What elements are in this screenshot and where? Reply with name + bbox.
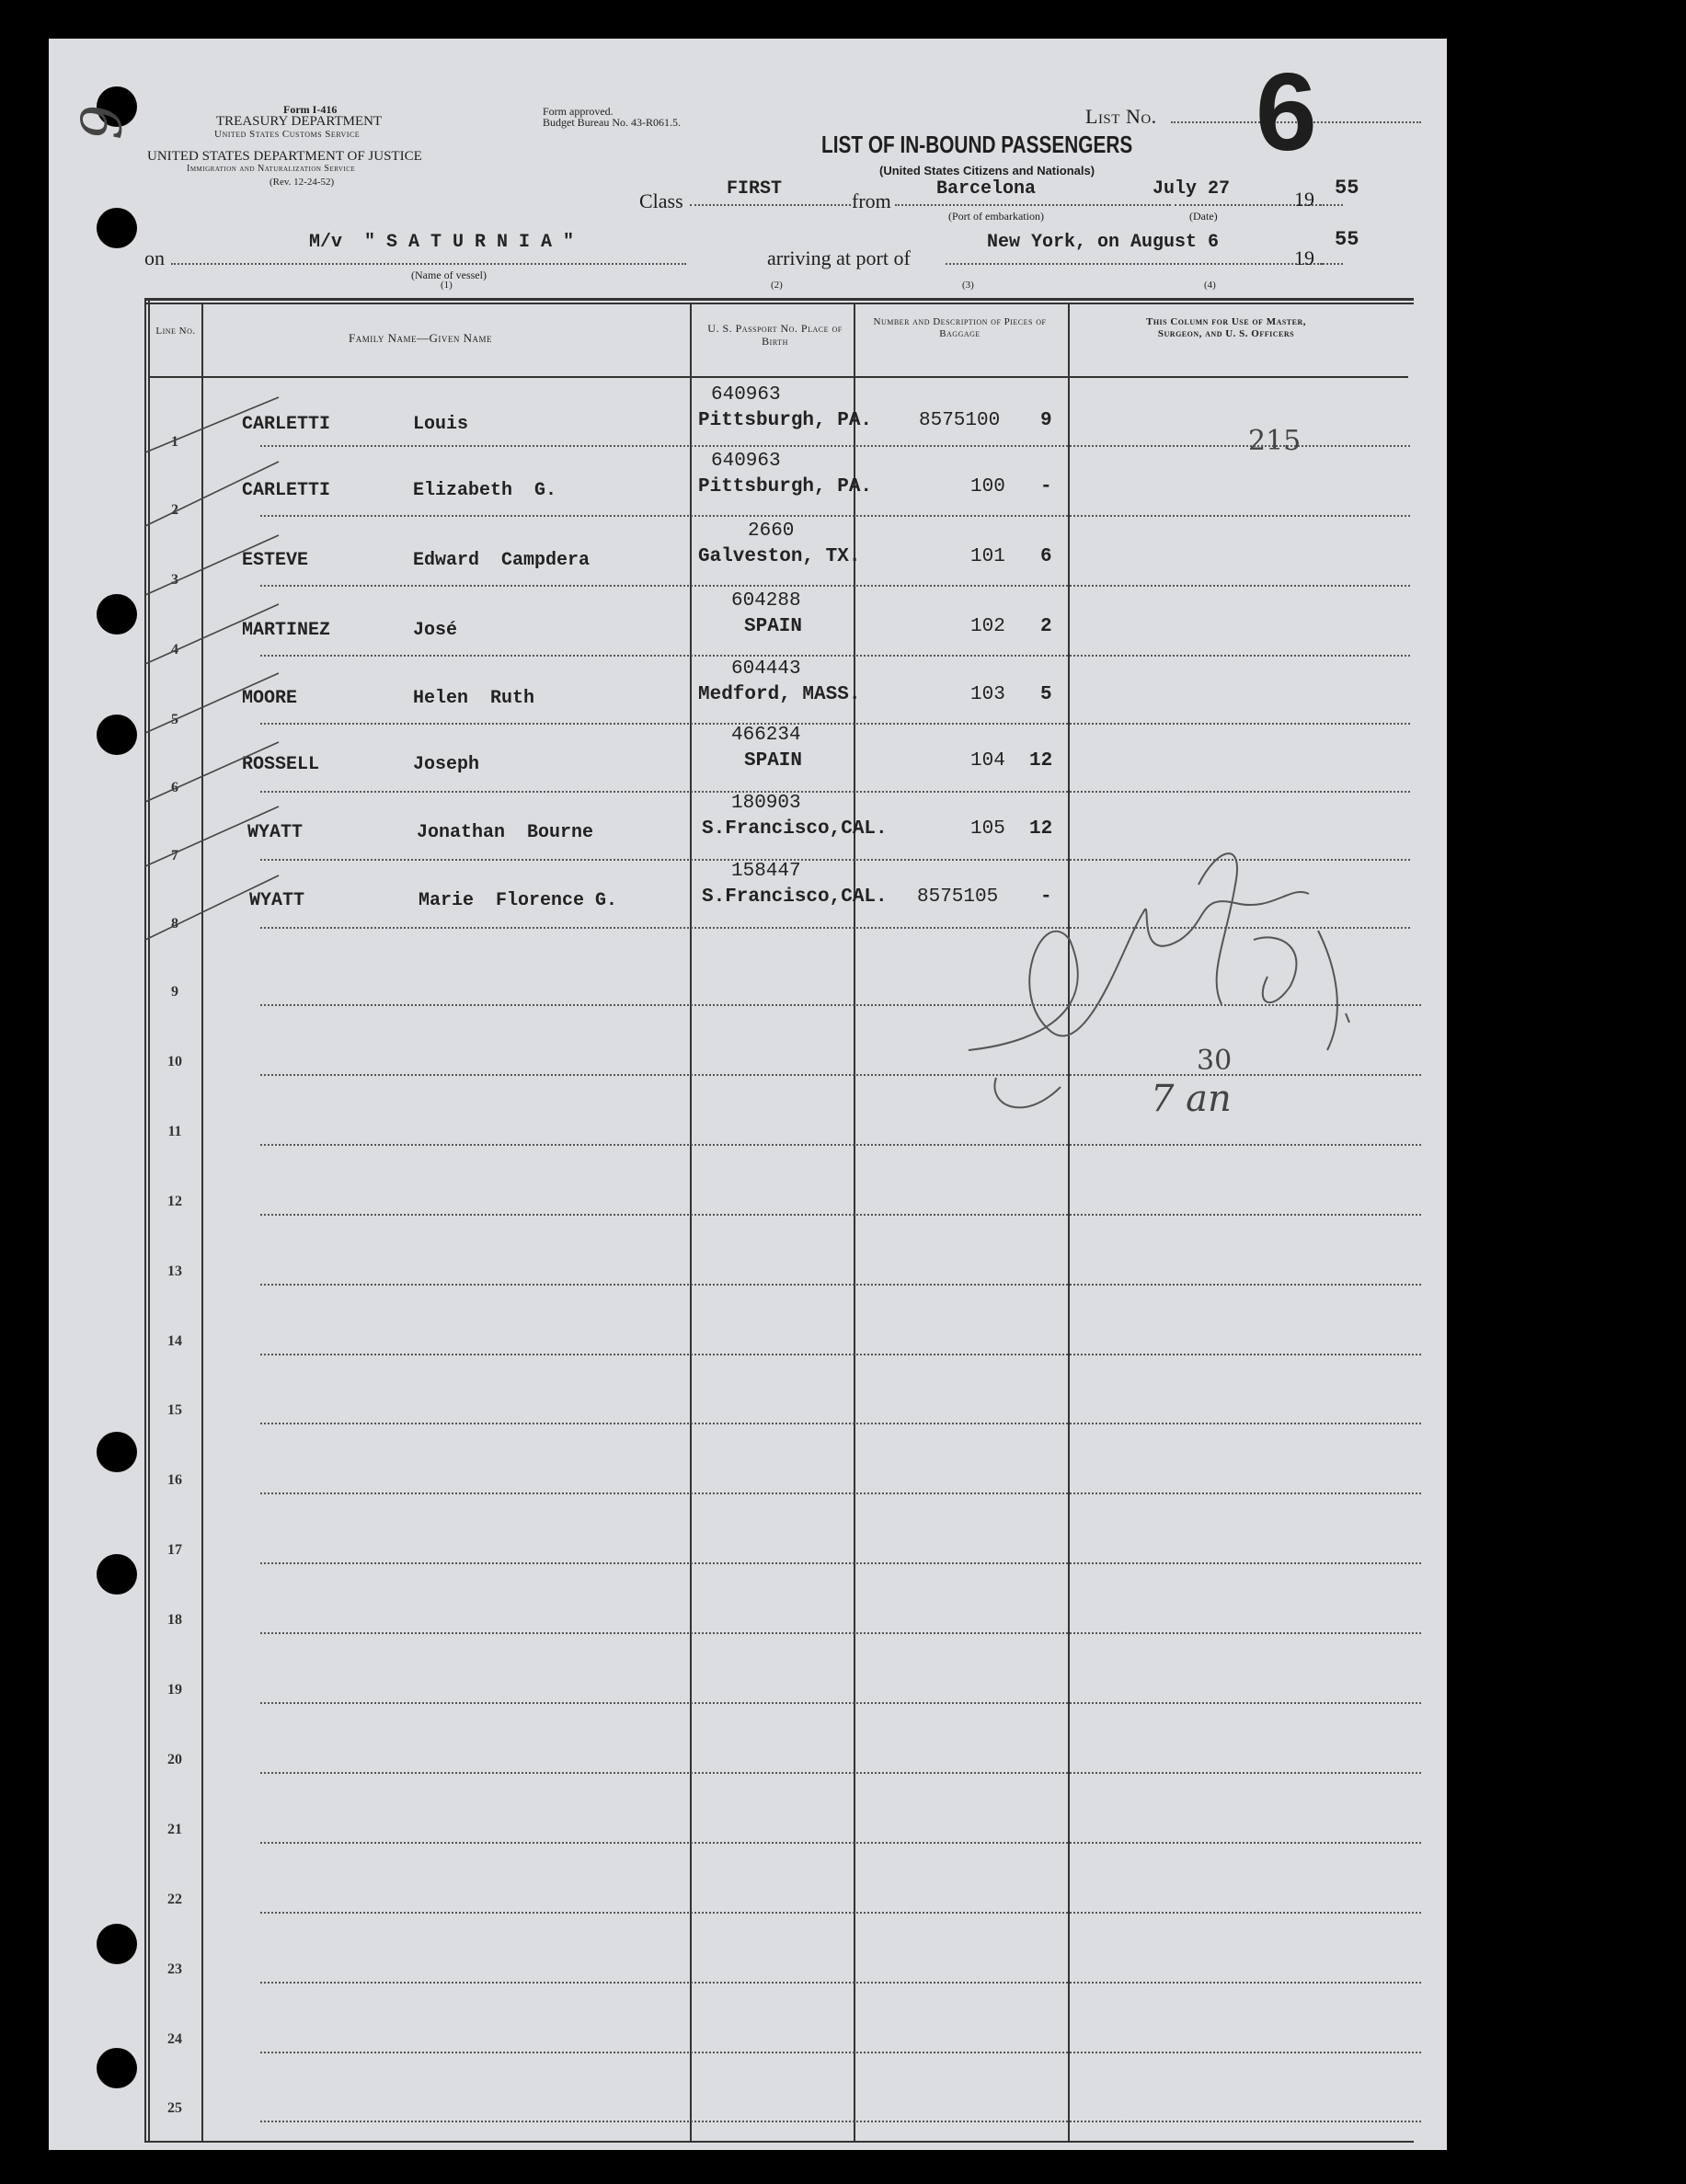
birth-place: Galveston, TX. — [698, 546, 861, 567]
baggage-no: 103 — [970, 684, 1005, 705]
line-number: 14 — [167, 1332, 182, 1349]
vessel-name: M/v " S A T U R N I A " — [309, 232, 575, 253]
passport-no: 2660 — [748, 520, 795, 542]
col-2-label: (2) — [771, 280, 783, 291]
passport-no: 180903 — [731, 793, 801, 814]
line-number: 13 — [167, 1263, 182, 1279]
passport-no: 604443 — [731, 658, 801, 680]
baggage-pieces: 12 — [1029, 818, 1053, 840]
justice-dept: UNITED STATES DEPARTMENT OF JUSTICE — [147, 149, 422, 164]
header-bottom-rule — [148, 376, 1408, 378]
baggage-pieces: 9 — [1040, 410, 1052, 431]
row-rule — [260, 515, 1410, 517]
document-page — [49, 39, 1447, 2150]
row-rule — [260, 1982, 1421, 1984]
treasury-dept: TREASURY DEPARTMENT — [216, 114, 383, 129]
row-tick-marks — [141, 388, 309, 958]
baggage-no: 8575100 — [919, 410, 1001, 431]
punch-hole — [97, 594, 137, 635]
line-number: 18 — [167, 1612, 182, 1629]
family-name: ROSSELL — [242, 754, 320, 775]
col-head-line: Line No. — [155, 326, 196, 337]
line-number: 21 — [167, 1821, 182, 1837]
revision: (Rev. 12-24-52) — [270, 177, 335, 188]
document-title: LIST OF IN-BOUND PASSENGERS — [821, 131, 1133, 158]
row-rule — [260, 1492, 1421, 1494]
passport-no: 604288 — [731, 590, 801, 612]
year-line-2 — [1320, 263, 1343, 265]
baggage-pieces: 12 — [1029, 750, 1053, 772]
family-name: CARLETTI — [242, 480, 331, 501]
row-rule — [260, 1632, 1421, 1634]
budget-bureau: Budget Bureau No. 43-R061.5. — [543, 116, 681, 129]
year-value-1: 55 — [1335, 177, 1359, 200]
line-number: 15 — [167, 1402, 182, 1419]
line-number: 5 — [171, 712, 178, 727]
baggage-no: 104 — [970, 750, 1005, 772]
birth-place: Medford, MASS. — [698, 684, 861, 705]
line-number: 8 — [171, 916, 178, 932]
given-name: Marie Florence G. — [419, 890, 618, 911]
signature-date-lower: 7 an — [1151, 1078, 1232, 1120]
family-name: MOORE — [242, 688, 298, 709]
baggage-pieces: 6 — [1040, 546, 1052, 567]
line-number: 10 — [167, 1053, 182, 1069]
row-rule — [260, 1214, 1421, 1216]
passport-no: 640963 — [711, 384, 781, 406]
passport-col-divider — [854, 304, 855, 2143]
birth-place: Pittsburgh, PA. — [698, 476, 873, 497]
line-number: 7 — [171, 848, 178, 863]
col-head-officers: This Column for Use of Master, Surgeon, and U. S. Officers — [1145, 316, 1306, 339]
given-name: Elizabeth G. — [413, 480, 557, 501]
from-label: from — [852, 189, 891, 212]
line-number: 19 — [167, 1682, 182, 1698]
row-rule — [260, 1284, 1421, 1286]
date-value: July 27 — [1153, 178, 1231, 200]
row-rule — [260, 2052, 1421, 2053]
passport-no: 158447 — [731, 861, 801, 882]
list-no-label: List No. — [1085, 105, 1157, 128]
line-number: 20 — [167, 1751, 182, 1767]
table-top-rule — [144, 298, 1414, 301]
birth-place: SPAIN — [744, 750, 803, 772]
family-name: CARLETTI — [242, 414, 331, 435]
row-rule — [260, 655, 1410, 657]
row-rule — [260, 1702, 1421, 1704]
family-name: ESTEVE — [242, 550, 309, 571]
table-bottom-rule — [144, 2141, 1414, 2143]
name-col-divider — [690, 304, 692, 2143]
given-name: Edward Campdera — [413, 550, 591, 571]
baggage-no: 100 — [970, 476, 1005, 497]
line-number: 24 — [167, 2030, 182, 2047]
year-line-1 — [1320, 204, 1343, 206]
table-top-rule-2 — [144, 303, 1414, 304]
punch-hole — [97, 1924, 137, 1964]
line-number: 16 — [167, 1472, 182, 1489]
col-1-label: (1) — [441, 280, 453, 291]
birth-place: SPAIN — [744, 616, 803, 637]
baggage-pieces: - — [1040, 886, 1052, 908]
row-rule — [260, 1423, 1421, 1424]
line-number: 25 — [167, 2100, 182, 2117]
year-prefix-2: 19 — [1294, 246, 1314, 269]
line-number: 11 — [167, 1123, 182, 1139]
line-number: 12 — [167, 1193, 182, 1209]
given-name: Louis — [413, 414, 469, 435]
date-label: (Date) — [1189, 210, 1218, 223]
line-number: 17 — [167, 1542, 182, 1559]
from-line — [895, 204, 1171, 206]
birth-place: S.Francisco,CAL. — [702, 818, 888, 840]
line-number: 6 — [171, 780, 178, 795]
class-label: Class — [639, 189, 683, 212]
arrival-line — [946, 263, 1323, 265]
list-number: 6 — [1256, 51, 1317, 174]
row-rule — [260, 585, 1410, 587]
row-rule — [260, 2121, 1421, 2122]
baggage-no: 8575105 — [917, 886, 999, 908]
row-rule — [260, 1842, 1421, 1844]
on-label: on — [144, 246, 165, 269]
family-name: WYATT — [249, 890, 305, 911]
form-approved: Form approved. — [543, 105, 614, 118]
family-name: WYATT — [247, 822, 304, 843]
line-number: 1 — [171, 434, 178, 450]
family-name: MARTINEZ — [242, 620, 331, 641]
baggage-col-divider — [1068, 304, 1070, 2143]
line-number: 4 — [171, 642, 178, 657]
col-head-baggage: Number and Description of Pieces of Baggage — [873, 316, 1047, 339]
baggage-pieces: 5 — [1040, 684, 1052, 705]
given-name: Helen Ruth — [413, 688, 535, 709]
year-value-2: 55 — [1335, 228, 1359, 251]
row-rule — [260, 1772, 1421, 1774]
punch-hole — [97, 1554, 137, 1595]
punch-hole — [97, 2048, 137, 2088]
vessel-label: (Name of vessel) — [411, 269, 487, 281]
birth-place: Pittsburgh, PA. — [698, 410, 873, 431]
margin-mark: 6 — [67, 104, 132, 141]
punch-hole — [97, 1432, 137, 1472]
class-line — [690, 204, 851, 206]
given-name: Joseph — [413, 754, 480, 775]
arriving-label: arriving at port of — [767, 246, 911, 269]
row-rule — [260, 791, 1410, 793]
punch-hole — [97, 208, 137, 248]
form-number: Form I-416 — [283, 103, 338, 116]
baggage-no: 102 — [970, 616, 1005, 637]
baggage-no: 105 — [970, 818, 1005, 840]
col-3-label: (3) — [962, 280, 974, 291]
baggage-pieces: 2 — [1040, 616, 1052, 637]
from-value: Barcelona — [936, 178, 1037, 200]
row-rule — [260, 1912, 1421, 1914]
arrival-value: New York, on August 6 — [987, 232, 1220, 253]
line-number: 22 — [167, 1891, 182, 1907]
punch-hole — [97, 715, 137, 755]
line-number: 3 — [171, 572, 178, 588]
passport-no: 466234 — [731, 725, 801, 746]
birth-place: S.Francisco,CAL. — [702, 886, 888, 908]
row-rule — [260, 445, 1410, 447]
given-name: Jonathan Bourne — [417, 822, 594, 843]
row-rule — [260, 1354, 1421, 1355]
line-number: 2 — [171, 502, 178, 518]
officer-note: 215 — [1248, 425, 1302, 457]
ins-service: Immigration and Naturalization Service — [187, 164, 356, 174]
class-value: FIRST — [727, 178, 783, 200]
port-embark-label: (Port of embarkation) — [948, 210, 1044, 223]
row-rule — [260, 1562, 1421, 1564]
given-name: José — [413, 620, 458, 641]
line-number: 9 — [171, 984, 178, 1000]
document-subtitle: (United States Citizens and Nationals) — [879, 164, 1095, 177]
passport-no: 640963 — [711, 451, 781, 472]
baggage-no: 101 — [970, 546, 1005, 567]
row-rule — [260, 723, 1410, 725]
signature-date-upper: 30 — [1197, 1045, 1233, 1077]
col-head-passport: U. S. Passport No. Place of Birth — [707, 322, 843, 348]
customs-service: United States Customs Service — [214, 129, 361, 140]
baggage-pieces: - — [1040, 476, 1052, 497]
vessel-line — [171, 263, 686, 265]
col-4-label: (4) — [1204, 280, 1216, 291]
line-number: 23 — [167, 1961, 182, 1977]
col-head-name: Family Name—Given Name — [349, 331, 492, 345]
year-prefix-1: 19 — [1294, 188, 1314, 211]
